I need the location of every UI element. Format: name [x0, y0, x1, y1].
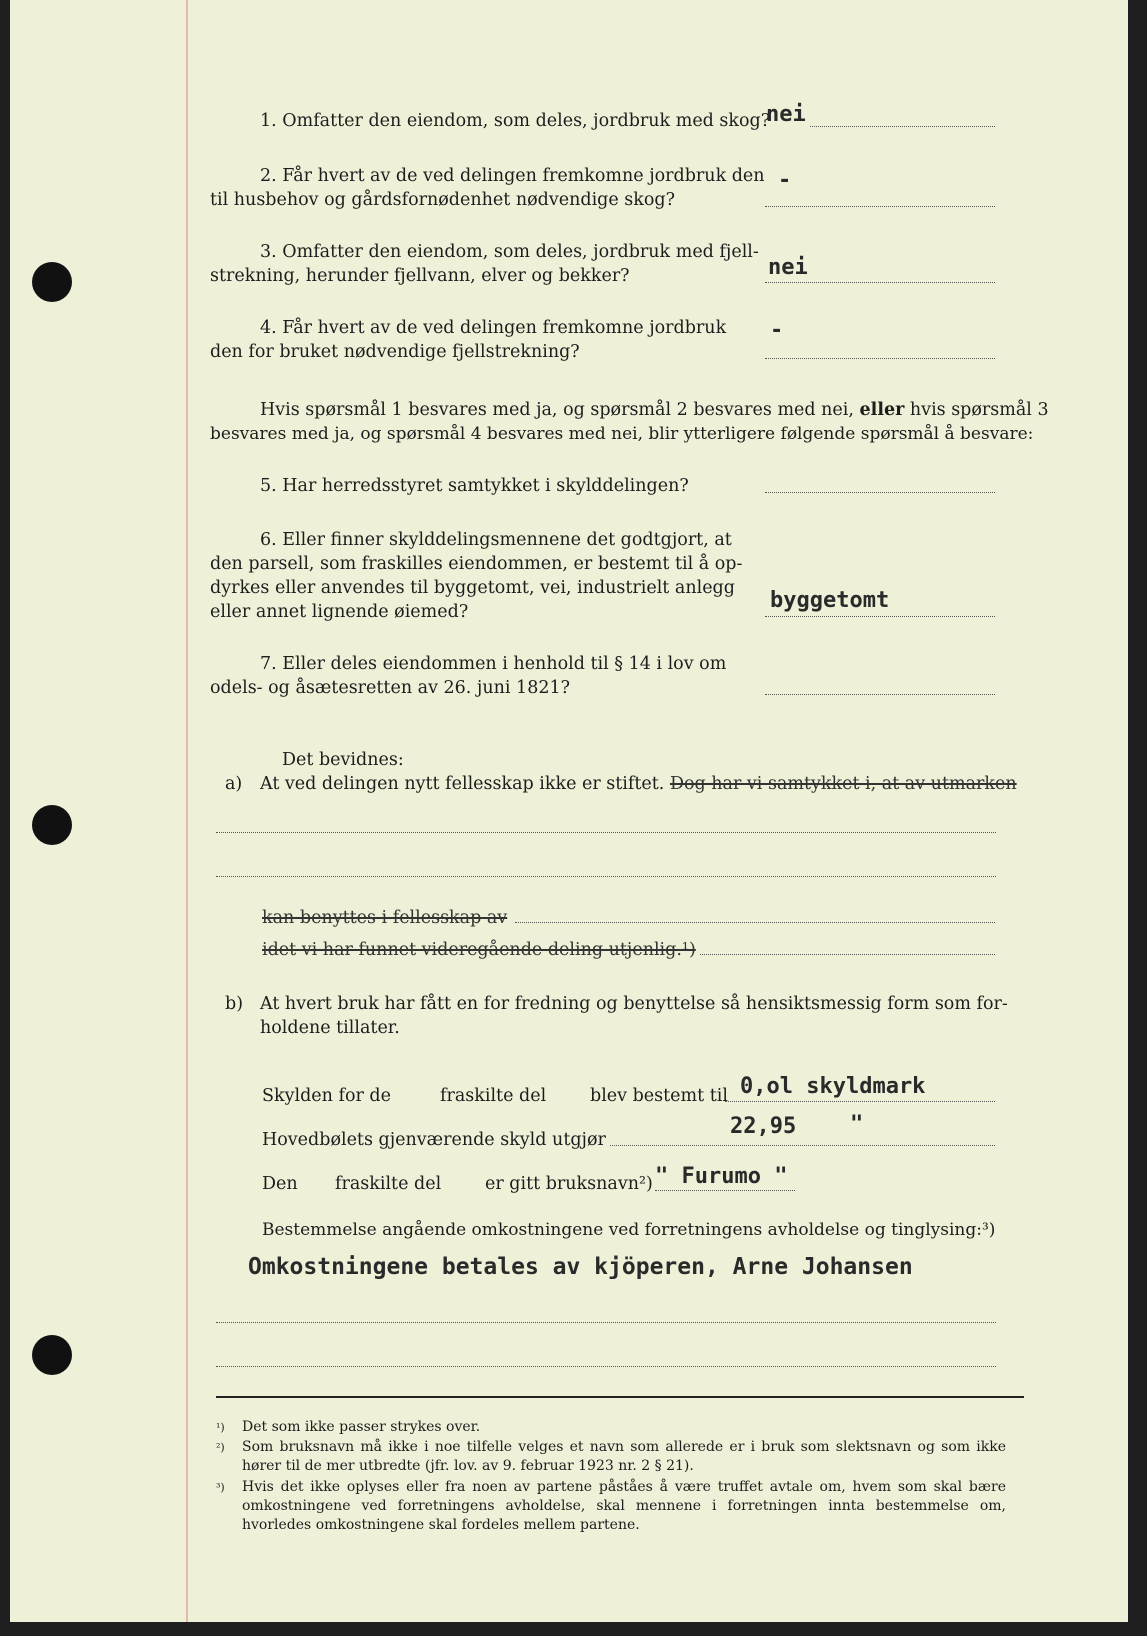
- answer-4: -: [770, 318, 784, 343]
- omkost-value: Omkostningene betales av kjöperen, Arne Johansen: [248, 1254, 913, 1280]
- struck-line-2: idet vi har funnet videregående deling utjenlig.¹): [262, 940, 696, 960]
- navn-label-1: Den: [262, 1174, 298, 1194]
- hovedbol-value: 22,95: [730, 1114, 797, 1139]
- document-page: [10, 0, 1128, 1622]
- question-7-line1: 7. Eller deles eiendommen i henhold til § 14 i lov om: [260, 654, 727, 674]
- answer-1: nei: [766, 102, 806, 127]
- answer-3: nei: [768, 255, 808, 280]
- navn-value: " Furumo ": [655, 1164, 788, 1189]
- punch-hole: [32, 262, 72, 302]
- blank-line: [216, 1322, 996, 1323]
- skyld-label-3: blev bestemt til: [590, 1086, 728, 1106]
- punch-hole: [32, 1335, 72, 1375]
- skyld-value: 0,ol skyldmark: [740, 1074, 926, 1099]
- answer-6: byggetomt: [770, 588, 890, 613]
- navn-label-3: er gitt bruksnavn²): [485, 1174, 653, 1194]
- answer-line: [765, 492, 995, 493]
- condition-line1: Hvis spørsmål 1 besvares med ja, og spørsmål 2 besvares med nei, eller hvis spørsmål 3: [260, 400, 1049, 420]
- punch-hole: [32, 805, 72, 845]
- question-4-line2: den for bruket nødvendige fjellstrekning?: [210, 342, 580, 362]
- footnote-2: ²) Som bruksnavn må ikke i noe tilfelle velges et navn som allerede er i bruk som slektsnavn og som ikke hører til de mer utbredte (jfr. lov. av 9. februar 1923 nr. 2 § 21).: [216, 1439, 1006, 1474]
- question-2-line2: til husbehov og gårdsfornødenhet nødvendige skog?: [210, 190, 675, 210]
- answer-2: -: [778, 168, 792, 193]
- blank-line: [216, 832, 996, 833]
- answer-line: [810, 126, 995, 127]
- question-3-line1: 3. Omfatter den eiendom, som deles, jordbruk med fjell-: [260, 242, 759, 262]
- attest-b-label: b): [225, 994, 244, 1014]
- skyld-label-2: fraskilte del: [440, 1086, 547, 1106]
- answer-line: [725, 1101, 995, 1102]
- blank-line: [515, 922, 995, 923]
- question-6-line1: 6. Eller finner skylddelingsmennene det godtgjort, at: [260, 530, 732, 550]
- question-2-line1: 2. Får hvert av de ved delingen fremkomne jordbruk den: [260, 166, 765, 186]
- struck-line-1: kan benyttes i fellesskap av: [262, 908, 508, 928]
- footnote-3: ³) Hvis det ikke oplyses eller fra noen av partene påståes å være truffet avtale om, hvem som skal bære omkostningene ved forretningens avholdelse, skal mennene i forretningen innta bestemmelse om, hvorledes omkostningene skal fordeles mellem partene.: [216, 1479, 1006, 1533]
- question-6-line4: eller annet lignende øiemed?: [210, 602, 469, 622]
- answer-line: [765, 616, 995, 617]
- blank-line: [216, 1366, 996, 1367]
- blank-line: [700, 954, 995, 955]
- blank-line: [216, 876, 996, 877]
- answer-line: [765, 358, 995, 359]
- footnote-1: ¹) Det som ikke passer strykes over.: [216, 1419, 481, 1435]
- navn-label-2: fraskilte del: [335, 1174, 442, 1194]
- attest-heading: Det bevidnes:: [282, 750, 404, 770]
- answer-line: [765, 206, 995, 207]
- omkost-label: Bestemmelse angående omkostningene ved forretningens avholdelse og tinglysing:³): [262, 1220, 996, 1240]
- attest-b-line2: holdene tillater.: [260, 1018, 400, 1038]
- question-1: 1. Omfatter den eiendom, som deles, jordbruk med skog?: [260, 111, 771, 131]
- attest-b-line1: At hvert bruk har fått en for fredning og benyttelse så hensiktsmessig form som for-: [260, 994, 1008, 1014]
- skyld-label-1: Skylden for de: [262, 1086, 391, 1106]
- answer-line: [765, 694, 995, 695]
- struck-text: Dog har vi samtykket i, at av utmarken: [669, 774, 1017, 794]
- question-5: 5. Har herredsstyret samtykket i skylddelingen?: [260, 476, 689, 496]
- footnote-rule: [216, 1396, 1024, 1398]
- question-3-line2: strekning, herunder fjellvann, elver og bekker?: [210, 266, 630, 286]
- hovedbol-unit: ": [850, 1112, 864, 1137]
- margin-line: [186, 0, 188, 1622]
- question-4-line1: 4. Får hvert av de ved delingen fremkomne jordbruk: [260, 318, 727, 338]
- answer-line: [655, 1190, 795, 1191]
- attest-a-label: a): [225, 774, 243, 794]
- question-6-line3: dyrkes eller anvendes til byggetomt, vei, industrielt anlegg: [210, 578, 735, 598]
- condition-line2: besvares med ja, og spørsmål 4 besvares med nei, blir ytterligere følgende spørsmål å besvare:: [210, 424, 1034, 444]
- answer-line: [765, 282, 995, 283]
- hovedbol-label: Hovedbølets gjenværende skyld utgjør: [262, 1130, 606, 1150]
- answer-line: [610, 1145, 995, 1146]
- attest-a-text: At ved delingen nytt fellesskap ikke er stiftet. Dog har vi samtykket i, at av utmarken: [260, 774, 1017, 794]
- question-6-line2: den parsell, som fraskilles eiendommen, er bestemt til å op-: [210, 554, 743, 574]
- question-7-line2: odels- og åsætesretten av 26. juni 1821?: [210, 678, 570, 698]
